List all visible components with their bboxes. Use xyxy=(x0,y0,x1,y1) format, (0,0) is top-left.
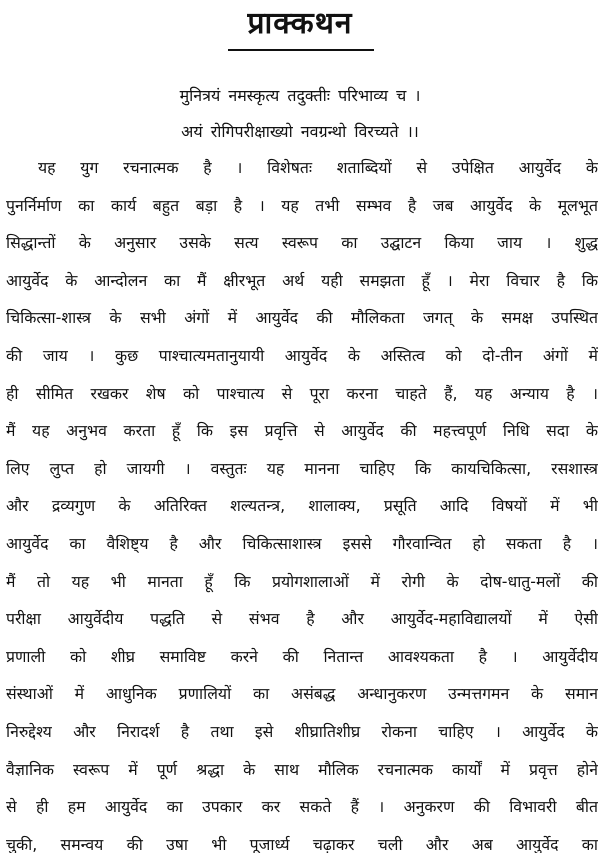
text-line: आयुर्वेद का वैशिष्ट्य है और चिकित्साशास्त्र इससे गौरवान्वित हो सकता है । xyxy=(6,533,598,553)
shloka-block xyxy=(0,78,600,150)
shloka-line-2: अयं रोगिपरीक्षाख्यो नवग्रन्थो विरच्यते ।। xyxy=(181,122,419,141)
text-line: चुकी, समन्वय की उषा भी पूजार्ध्य चढ़ाकर चली और अब आयुर्वेद का xyxy=(6,834,598,853)
text-line: ही सीमित रखकर शेष को पाश्चात्य से पूरा करना चाहते हैं, यह अन्याय है । xyxy=(6,383,598,403)
text-line: आयुर्वेद के आन्दोलन का मैं क्षीरभूत अर्थ यही समझता हूँ । मेरा विचार है कि xyxy=(6,270,598,290)
text-line: मैं तो यह भी मानता हूँ कि प्रयोगशालाओं में रोगी के दोष-धातु-मलों की xyxy=(6,571,598,591)
shloka-line-1: मुनित्रयं नमस्कृत्य तदुक्तीः परिभाव्य च । xyxy=(179,86,421,105)
text-line: की जाय । कुछ पाश्चात्यमतानुयायी आयुर्वेद के अस्तित्व को दो-तीन अंगों में xyxy=(6,345,598,365)
text-line: सिद्धान्तों के अनुसार उसके सत्य स्वरूप का उद्घाटन किया जाय । शुद्ध xyxy=(6,233,598,253)
body-paragraph xyxy=(6,149,598,853)
text-line: पुनर्निर्माण का कार्य बहुत बड़ा है । यह तभी सम्भव है जब आयुर्वेद के मूलभूत xyxy=(6,195,598,215)
page-title: प्राक्कथन xyxy=(247,6,353,41)
text-line: प्रणाली को शीघ्र समाविष्ट करने की नितान्त आवश्यकता है । आयुर्वेदीय xyxy=(6,646,598,666)
text-line: निरुद्देश्य और निरादर्श है तथा इसे शीघ्रातिशीघ्र रोकना चाहिए । आयुर्वेद के xyxy=(6,721,598,741)
text-line: और द्रव्यगुण के अतिरिक्त शल्यतन्त्र, शालाक्य, प्रसूति आदि विषयों में भी xyxy=(6,496,598,516)
text-line: वैज्ञानिक स्वरूप में पूर्ण श्रद्धा के साथ मौलिक रचनात्मक कार्यों में प्रवृत्त होने xyxy=(6,759,598,779)
text-line: चिकित्सा-शास्त्र के सभी अंगों में आयुर्वेद की मौलिकता जगत् के समक्ष उपस्थित xyxy=(6,308,598,328)
text-line: से ही हम आयुर्वेद का उपकार कर सकते हैं । अनुकरण की विभावरी बीत xyxy=(6,797,598,817)
text-line: मैं यह अनुभव करता हूँ कि इस प्रवृत्ति से आयुर्वेद की महत्त्वपूर्ण निधि सदा के xyxy=(6,421,598,441)
text-line: संस्थाओं में आधुनिक प्रणालियों का असंबद्ध अन्धानुकरण उन्मत्तगमन के समान xyxy=(6,684,598,704)
text-line: यह युग रचनात्मक है । विशेषतः शताब्दियों से उपेक्षित आयुर्वेद के xyxy=(38,158,598,177)
title-underline xyxy=(228,49,374,51)
text-line: लिए लुप्त हो जायगी । वस्तुतः यह मानना चाहिए कि कायचिकित्सा, रसशास्त्र xyxy=(6,458,598,478)
text-line: परीक्षा आयुर्वेदीय पद्धति से संभव है और आयुर्वेद-महाविद्यालयों में ऐसी xyxy=(6,609,598,629)
